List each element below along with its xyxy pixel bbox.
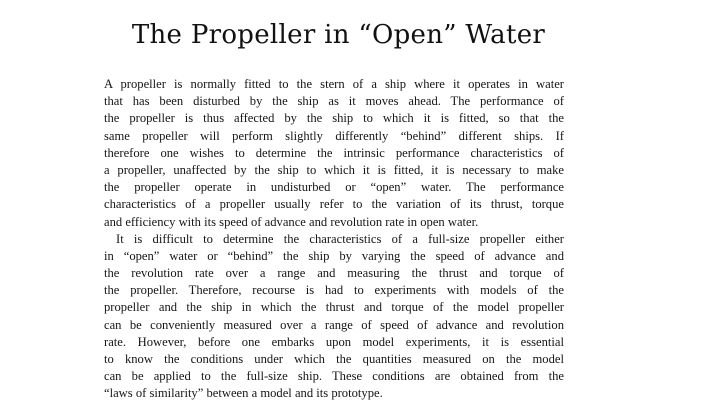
text-line: the propeller operate in undisturbed or “open” water. The performance — [104, 180, 564, 195]
text-line: propeller and the ship in which the thrust and torque of the model propeller — [104, 300, 564, 315]
text-line: the propeller. Therefore, recourse is had to experiments with models of the — [104, 283, 564, 298]
paragraph-2 — [104, 231, 564, 403]
text-line: rate. However, before one embarks upon model experiments, it is essential — [104, 334, 564, 349]
text-line: that has been disturbed by the ship as it moves ahead. The performance of — [104, 94, 564, 109]
text-line: can be applied to the full-size ship. These conditions are obtained from the — [104, 369, 564, 384]
body-text — [104, 76, 564, 403]
text-line: to know the conditions under which the quantities measured on the model — [104, 352, 564, 366]
text-line: a propeller, unaffected by the ship to which it is fitted, it is necessary to make — [104, 162, 564, 177]
text-line: characteristics of a propeller usually refer to the variation of its thrust, torque — [104, 197, 564, 212]
text-line: can be conveniently measured over a range of speed of advance and revolution — [104, 317, 564, 332]
text-line: the revolution rate over a range and measuring the thrust and torque of — [104, 266, 564, 281]
text-line: the propeller is thus affected by the ship to which it is fitted, so that the — [104, 111, 564, 126]
text-line: in “open” water or “behind” the ship by varying the speed of advance and — [104, 248, 564, 263]
paragraph-1 — [104, 76, 564, 231]
text-line: It is difficult to determine the characteristics of a full-size propeller either — [116, 231, 564, 246]
text-line: and efficiency with its speed of advance and revolution rate in open water. — [104, 214, 479, 229]
text-line: “laws of similarity” between a model and its prototype. — [104, 386, 383, 401]
text-line: A propeller is normally fitted to the stern of a ship where it operates in water — [104, 77, 564, 91]
page-title: The Propeller in “Open” Water — [131, 20, 546, 50]
text-line: therefore one wishes to determine the intrinsic performance characteristics of — [104, 145, 564, 160]
text-line: same propeller will perform slightly differently “behind” different ships. If — [104, 128, 564, 143]
